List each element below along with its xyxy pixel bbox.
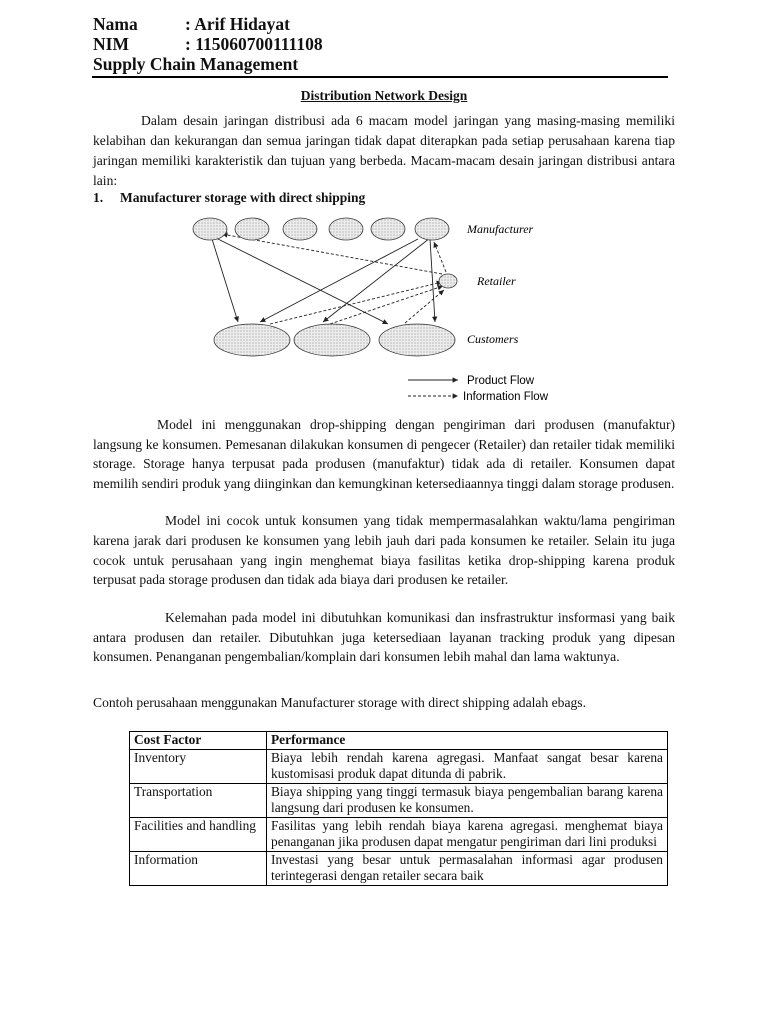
manufacturer-nodes xyxy=(193,218,449,240)
column-header-performance: Performance xyxy=(267,732,668,750)
table-row xyxy=(130,783,668,817)
cost-factor-cell: Facilities and handling xyxy=(130,817,267,851)
name-label: Nama xyxy=(93,14,138,34)
nim-value: : 115060700111108 xyxy=(185,34,323,54)
header-divider xyxy=(92,76,668,78)
retailer-node xyxy=(439,274,457,288)
table-row xyxy=(130,817,668,851)
customers-label: Customers xyxy=(467,332,519,346)
student-header xyxy=(93,14,323,74)
cost-factor-cell: Information xyxy=(130,851,267,885)
cost-factor-cell: Transportation xyxy=(130,783,267,817)
manufacturer-node xyxy=(371,218,405,240)
table-row xyxy=(130,749,668,783)
retailer-label: Retailer xyxy=(477,274,516,288)
manufacturer-node xyxy=(415,218,449,240)
body-paragraph-1: Model ini menggunakan drop-shipping dengan pengiriman dari produsen (manufaktur) langsung ke konsumen. Pemesanan dilakukan konsumen di pengecer (Retailer) dan retailer tidak memiliki storage. Storage hanya terpusat pada produsen (manufaktur) tidak ada di retailer. Konsumen dapat memilih sendiri produk yang diinginkan dan kemungkinan ketersediaannya tinggi dalam storage produsen. xyxy=(93,417,675,491)
customer-node xyxy=(294,324,370,356)
intro-paragraph: Dalam desain jaringan distribusi ada 6 macam model jaringan yang masing-masing memiliki kelabihan dan kekurangan dan semua jaringan tidak dapat diterapkan pada setiap perusahaan karena tiap jaringan memiliki karakteristik dan tujuan yang berbeda. Macam-macam desain jaringan distribusi antara lain: xyxy=(93,113,675,188)
cost-factor-table xyxy=(129,731,668,886)
nim-label: NIM xyxy=(93,34,129,54)
customer-node xyxy=(379,324,455,356)
information-flow-lines xyxy=(222,234,446,324)
manufacturer-node xyxy=(329,218,363,240)
name-value: : Arif Hidayat xyxy=(185,14,290,34)
nim-row xyxy=(93,34,323,54)
performance-cell: Fasilitas yang lebih rendah biaya karena agregasi. menghemat biaya penanganan jika produsen dapat mengatur pengiriman dari lini produksi xyxy=(267,817,668,851)
customer-node xyxy=(214,324,290,356)
performance-cell: Investasi yang besar untuk permasalahan informasi agar produsen terintegerasi dengan retailer secara baik xyxy=(267,851,668,885)
customer-nodes xyxy=(214,324,455,356)
section-heading xyxy=(93,190,365,206)
performance-cell: Biaya shipping yang tinggi termasuk biaya pengembalian barang karena langsung dari produsen ke konsumen. xyxy=(267,783,668,817)
example-paragraph: Contoh perusahaan menggunakan Manufacturer storage with direct shipping adalah ebags. xyxy=(93,695,586,710)
legend-information-label: Information Flow xyxy=(463,391,549,403)
network-diagram xyxy=(180,210,590,410)
document-title: Distribution Network Design xyxy=(300,88,468,103)
section-title: Manufacturer storage with direct shipping xyxy=(120,190,366,205)
table-header-row xyxy=(130,732,668,750)
manufacturer-node xyxy=(193,218,227,240)
manufacturer-node xyxy=(235,218,269,240)
name-row xyxy=(93,14,323,34)
column-header-cost-factor: Cost Factor xyxy=(130,732,267,750)
section-number: 1. xyxy=(93,190,104,205)
cost-factor-cell: Inventory xyxy=(130,749,267,783)
manufacturer-node xyxy=(283,218,317,240)
body-paragraph-3: Kelemahan pada model ini dibutuhkan komunikasi dan insfrastruktur insformasi yang baik antara produsen dan retailer. Dibutuhkan juga ketersediaan layanan tracking produk yang dipesan konsumen. Penanganan pengembalian/komplain dari konsumen lebih mahal dan lama waktunya. xyxy=(93,610,675,665)
table-row xyxy=(130,851,668,885)
course-name: Supply Chain Management xyxy=(93,54,299,74)
body-paragraph-2: Model ini cocok untuk konsumen yang tidak mempermasalahkan waktu/lama pengiriman karena jarak dari produsen ke konsumen yang lebih jauh dari pada konsumen ke retailer. Selain itu juga cocok untuk perusahaan yang ingin menghemat biaya fasilitas ketika drop-shipping karena produk terpusat pada storage produsen dan tidak ada biaya dari produsen ke retailer. xyxy=(93,513,675,588)
legend-product-label: Product Flow xyxy=(467,375,535,387)
manufacturer-label: Manufacturer xyxy=(467,222,534,236)
performance-cell: Biaya lebih rendah karena agregasi. Manfaat sangat besar karena kustomisasi produk dapat ditunda di pabrik. xyxy=(267,749,668,783)
course-row xyxy=(93,54,323,74)
